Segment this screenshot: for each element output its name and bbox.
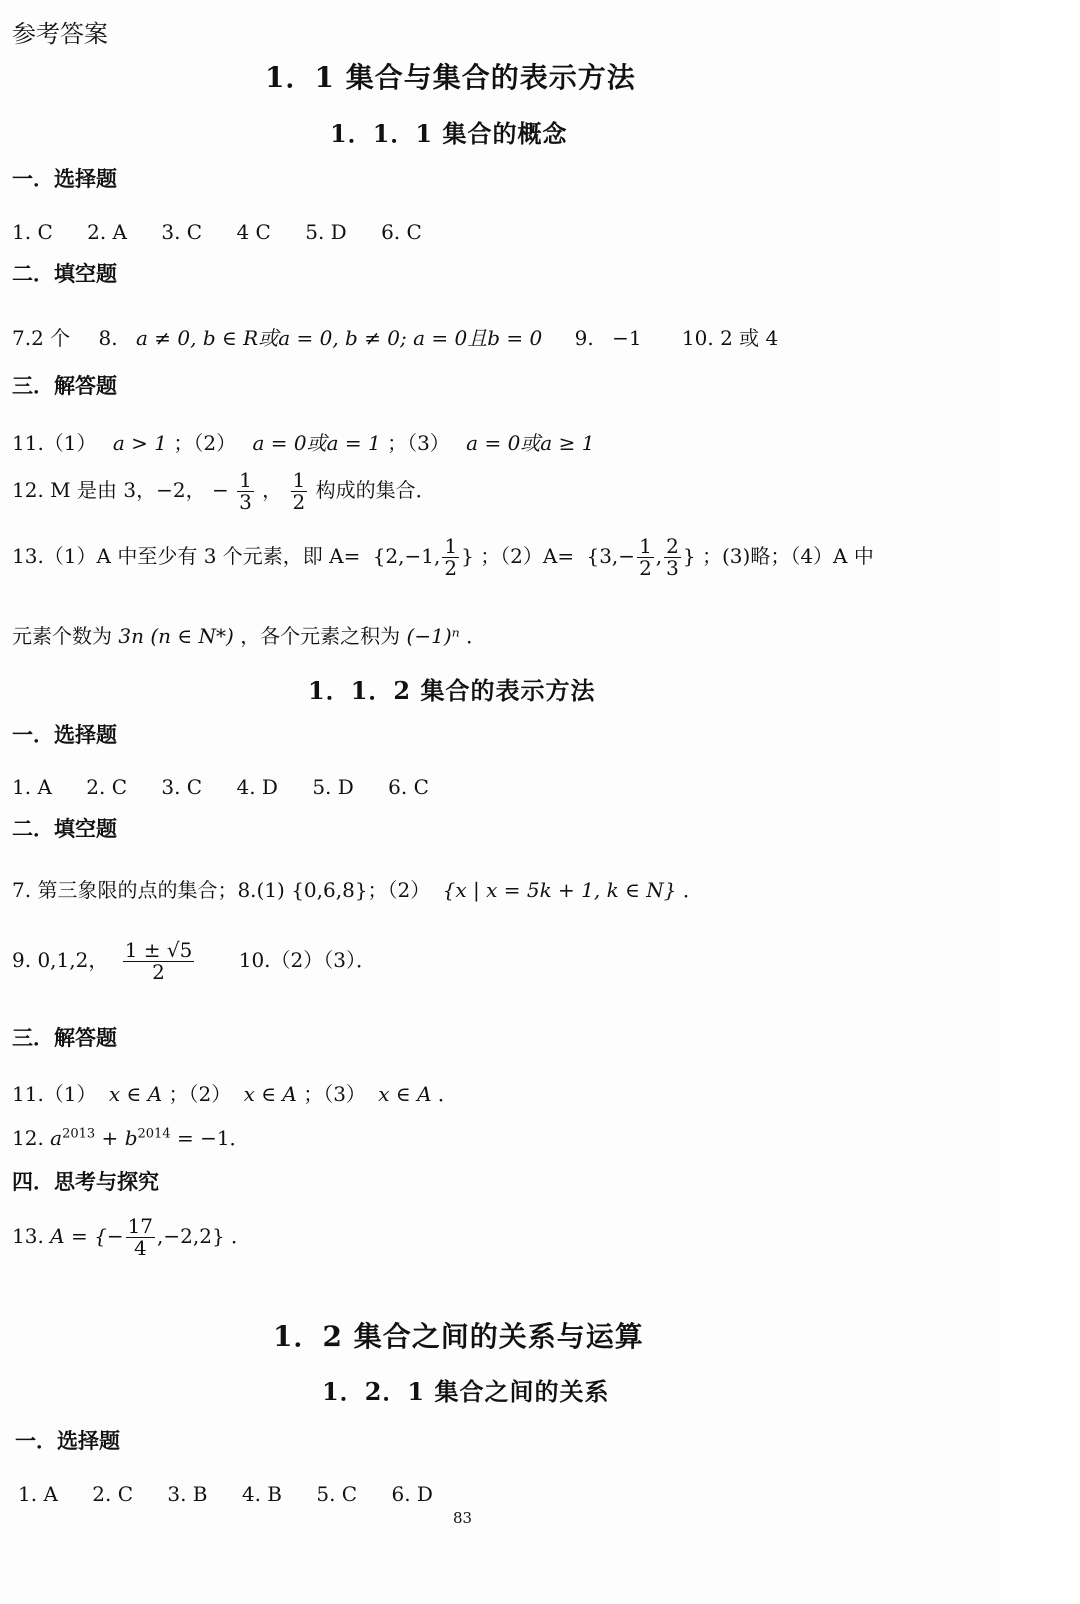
q7-answer: 7.2 个 bbox=[12, 326, 71, 350]
answer-item: 2. A bbox=[87, 220, 127, 244]
answer-item: 3. C bbox=[161, 775, 203, 799]
q12-base-a: a bbox=[50, 1126, 63, 1150]
q8-set-expression: {x | x = 5k + 1, k ∈ N} bbox=[442, 878, 677, 902]
q11-label: 11.（1） bbox=[12, 431, 97, 455]
solve-heading-1: 三．解答题 bbox=[12, 374, 117, 398]
q13-part1: 13.（1）A 中至少有 3 个元素，即 A= bbox=[12, 544, 361, 568]
answer-item: 1. C bbox=[12, 220, 53, 244]
q13-line2-text1: 元素个数为 bbox=[12, 624, 112, 648]
answer-item: 1. A bbox=[18, 1482, 58, 1506]
q8-end: ． bbox=[682, 878, 703, 902]
numerator: 1 bbox=[292, 468, 306, 492]
q12-label: 12. bbox=[12, 1126, 44, 1150]
section-title-1-1: 1．1 集合与集合的表示方法 bbox=[265, 61, 636, 94]
answer-item: 5. D bbox=[312, 775, 354, 799]
q12-prefix: 12. M 是由 3，−2， bbox=[12, 478, 206, 502]
q13-line-3 bbox=[12, 1216, 251, 1259]
q12-line bbox=[12, 470, 436, 513]
answer-item: 6. C bbox=[388, 775, 429, 799]
denominator: 2 bbox=[444, 556, 458, 580]
q11-line-2 bbox=[12, 1078, 458, 1107]
q11-part2: a = 0或a = 1 bbox=[252, 431, 381, 455]
choice-heading-3: 一．选择题 bbox=[15, 1429, 120, 1453]
q8-expression: a ≠ 0, b ∈ R或a = 0, b ≠ 0; a = 0且b = 0 bbox=[135, 326, 543, 350]
q11-sep3: ；（3） bbox=[387, 431, 450, 455]
q10-answer: 10. 2 或 4 bbox=[681, 326, 779, 350]
answer-item: 6. D bbox=[391, 1482, 433, 1506]
q13-fraction bbox=[126, 1216, 155, 1259]
q9-expression: −1 bbox=[612, 326, 642, 350]
choice-answers-3 bbox=[18, 1482, 461, 1506]
fill-heading-1: 二．填空题 bbox=[12, 262, 117, 286]
numerator: 1 bbox=[239, 468, 252, 492]
q11-label: 11.（1） bbox=[12, 1082, 97, 1106]
q12-suffix: 构成的集合． bbox=[315, 478, 436, 502]
answer-item: 5. C bbox=[316, 1482, 358, 1506]
q13-part2: ；（2）A= bbox=[480, 544, 575, 568]
q13-set2-close: } bbox=[682, 544, 696, 568]
q12-fraction-sign: − bbox=[211, 478, 229, 502]
denominator: 3 bbox=[666, 556, 679, 580]
answer-item: 4. D bbox=[236, 775, 278, 799]
q12-fraction-2 bbox=[291, 470, 308, 513]
page-margin bbox=[1000, 0, 1080, 1604]
answer-item: 2. C bbox=[92, 1482, 133, 1506]
section-title-1-2: 1．2 集合之间的关系与运算 bbox=[273, 1320, 644, 1353]
q11-expr1: x ∈ A bbox=[108, 1082, 163, 1106]
q11-part1: a > 1 bbox=[112, 431, 168, 455]
answer-item: 1. A bbox=[12, 775, 52, 799]
q13-set1-fraction bbox=[442, 536, 459, 579]
choice-heading-2: 一．选择题 bbox=[12, 723, 117, 747]
q12-fraction-1 bbox=[237, 470, 254, 513]
q12-separator: ， bbox=[262, 478, 283, 502]
q13-set2-open: {3,− bbox=[586, 544, 636, 568]
answer-item: 6. C bbox=[381, 220, 422, 244]
q13-set2-fraction-1 bbox=[637, 536, 654, 579]
q9-prefix: 9. 0,1,2， bbox=[12, 948, 109, 972]
q13-set-close: ,−2,2} bbox=[157, 1224, 225, 1248]
q12-exponent-b: 2014 bbox=[137, 1126, 171, 1142]
q13-set2-fraction-2 bbox=[664, 536, 681, 579]
q13-line2-expr1: 3n (n ∈ N*) bbox=[118, 624, 234, 648]
subsection-title-1-1-1: 1．1．1 集合的概念 bbox=[330, 119, 568, 148]
q13-set1-close: } bbox=[461, 544, 474, 568]
q13-set1-open: {2,−1, bbox=[372, 544, 441, 568]
answer-item: 5. D bbox=[305, 220, 347, 244]
numerator: 1 bbox=[444, 534, 458, 558]
solve-heading-2: 三．解答题 bbox=[12, 1026, 117, 1050]
q13-set2-comma: , bbox=[655, 544, 663, 568]
numerator: 2 bbox=[666, 534, 679, 558]
answer-item: 2. C bbox=[86, 775, 127, 799]
page-number: 83 bbox=[453, 1509, 473, 1527]
answer-item: 4. B bbox=[241, 1482, 282, 1506]
denominator: 4 bbox=[133, 1236, 147, 1260]
fill-heading-2: 二．填空题 bbox=[12, 817, 117, 841]
numerator: 1 bbox=[639, 534, 652, 558]
answer-item: 3. B bbox=[167, 1482, 208, 1506]
subsection-title-1-2-1: 1．2．1 集合之间的关系 bbox=[322, 1377, 610, 1406]
q11-expr2: x ∈ A bbox=[243, 1082, 297, 1106]
q12-plus: + bbox=[95, 1126, 125, 1150]
q9-q10-line bbox=[12, 940, 376, 983]
think-heading: 四．思考与探究 bbox=[12, 1170, 159, 1194]
q11-line bbox=[12, 427, 594, 456]
numerator: 1 ± √5 bbox=[124, 938, 193, 962]
q13-line2-text2: ，各个元素之积为 bbox=[240, 624, 401, 648]
q11-sep2: ；（2） bbox=[168, 1082, 232, 1106]
q13-line2-expr2: (−1)ⁿ bbox=[406, 624, 460, 648]
q13-line-2 bbox=[12, 620, 486, 649]
q12-exponent-a: 2013 bbox=[62, 1126, 96, 1142]
q7-q8-line bbox=[12, 874, 703, 903]
q9-fraction bbox=[123, 940, 195, 983]
q9-label: 9. bbox=[574, 326, 594, 350]
q13-end: ． bbox=[231, 1224, 252, 1248]
choice-answers-2 bbox=[12, 775, 457, 799]
answer-item: 3. C bbox=[161, 220, 203, 244]
denominator: 2 bbox=[152, 960, 165, 984]
denominator: 3 bbox=[239, 490, 252, 514]
q12-base-b: b bbox=[124, 1126, 138, 1150]
q13-part3: ；(3)略；（4）A 中 bbox=[701, 544, 874, 568]
q12-result: = −1． bbox=[170, 1126, 250, 1150]
subsection-title-1-1-2: 1．1．2 集合的表示方法 bbox=[308, 676, 596, 705]
q11-sep2: ；（2） bbox=[173, 431, 237, 455]
q11-part3: a = 0或a ≥ 1 bbox=[466, 431, 595, 455]
q13-set-open: A = {− bbox=[50, 1224, 124, 1248]
denominator: 2 bbox=[639, 556, 652, 580]
numerator: 17 bbox=[127, 1214, 154, 1238]
q7-q8-text: 7. 第三象限的点的集合；8.(1) {0,6,8}；（2） bbox=[12, 878, 431, 902]
answer-item: 4 C bbox=[236, 220, 271, 244]
q8-label: 8. bbox=[98, 326, 118, 350]
fill-answers-1 bbox=[12, 322, 778, 351]
q13-label: 13. bbox=[12, 1224, 44, 1248]
q13-line2-end: ． bbox=[466, 624, 487, 648]
denominator: 2 bbox=[292, 490, 306, 514]
q10-answer: 10.（2）（3）． bbox=[238, 948, 376, 972]
q11-expr3: x ∈ A bbox=[378, 1082, 432, 1106]
q11-end: ． bbox=[437, 1082, 458, 1106]
q12-line-2 bbox=[12, 1122, 250, 1151]
choice-answers-1 bbox=[12, 220, 450, 244]
q11-sep3: ；（3） bbox=[303, 1082, 366, 1106]
choice-heading-1: 一．选择题 bbox=[12, 167, 117, 191]
page-header: 参考答案 bbox=[12, 20, 108, 48]
q13-line-1 bbox=[12, 536, 874, 579]
